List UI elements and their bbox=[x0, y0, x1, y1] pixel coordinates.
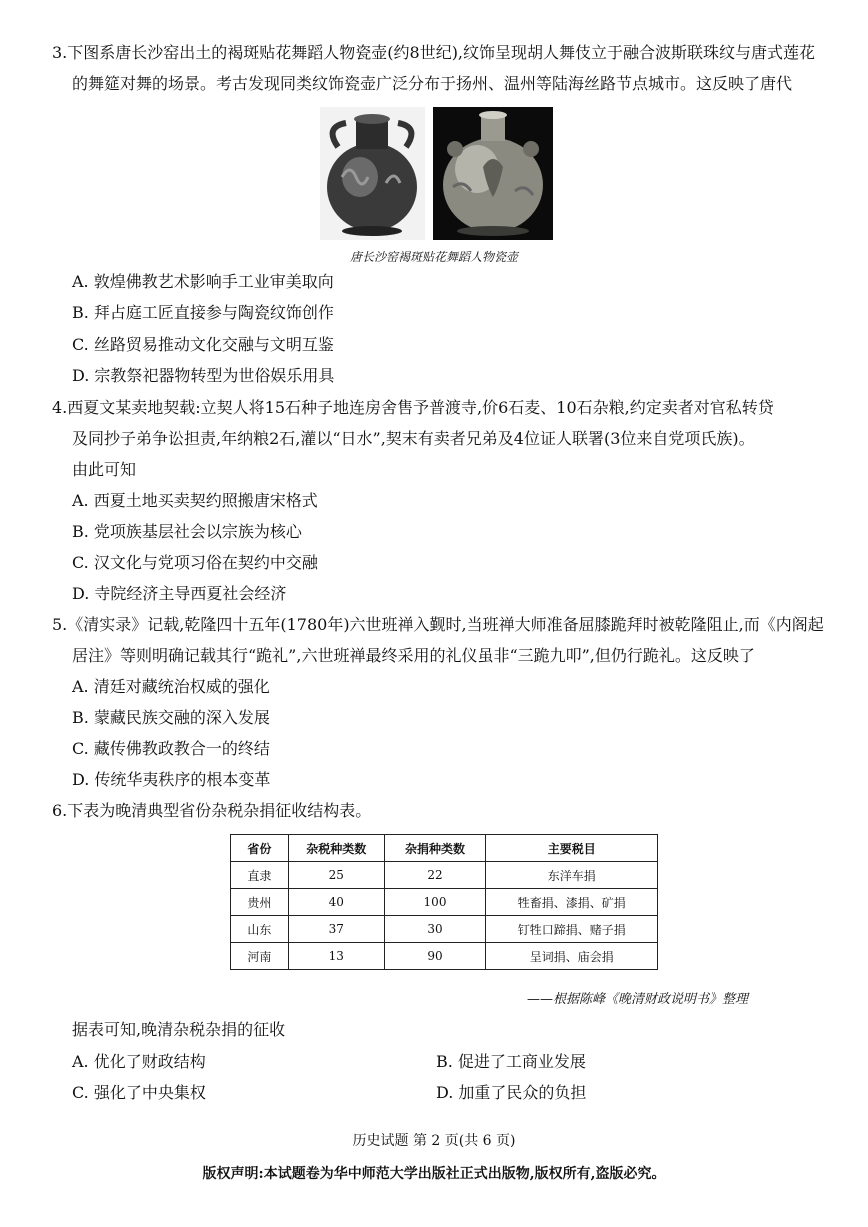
q3-option-a[interactable]: A. 敦煌佛教艺术影响手工业审美取向 bbox=[72, 272, 334, 291]
table-cell: 25 bbox=[288, 862, 384, 889]
q5-stem-line1: 5.《清实录》记载,乾隆四十五年(1780年)六世班禅入觐时,当班禅大师准备屈膝跪拜时被乾隆阻止,而《内阁起 bbox=[52, 615, 824, 634]
table-cell: 钉牲口蹄捐、赌子捐 bbox=[486, 916, 658, 943]
q3-stem-line1: 3.下图系唐长沙窑出土的褐斑贴花舞蹈人物瓷壶(约8世纪),纹饰呈现胡人舞伎立于融合波斯联珠纹与唐式莲花 bbox=[52, 43, 816, 62]
q3-stem-line2: 的舞筵对舞的场景。考古发现同类纹饰瓷壶广泛分布于扬州、温州等陆海丝路节点城市。这反映了唐代 bbox=[72, 74, 793, 93]
table-cell: 牲畜捐、漆捐、矿捐 bbox=[486, 889, 658, 916]
page-footer: 历史试题 第 2 页(共 6 页) bbox=[352, 1133, 516, 1149]
q4-stem-line1: 4.西夏文某卖地契载:立契人将15石种子地连房舍售予普渡寺,价6石麦、10石杂粮,约定卖者对官私转贷 bbox=[52, 398, 774, 417]
table-cell: 东洋车捐 bbox=[486, 862, 658, 889]
table-cell: 13 bbox=[288, 943, 384, 970]
table-cell: 22 bbox=[384, 862, 486, 889]
table-row bbox=[231, 943, 658, 970]
q4-stem-line3: 由此可知 bbox=[72, 460, 137, 479]
q4-option-c[interactable]: C. 汉文化与党项习俗在契约中交融 bbox=[72, 553, 318, 572]
q5-option-b[interactable]: B. 蒙藏民族交融的深入发展 bbox=[72, 708, 270, 727]
q5-option-c[interactable]: C. 藏传佛教政教合一的终结 bbox=[72, 739, 270, 758]
table-header: 杂税种类数 bbox=[288, 835, 384, 862]
table-header: 省份 bbox=[231, 835, 289, 862]
q3-option-c[interactable]: C. 丝路贸易推动文化交融与文明互鉴 bbox=[72, 335, 334, 354]
q6-option-a[interactable]: A. 优化了财政结构 bbox=[72, 1052, 206, 1071]
table-cell: 直隶 bbox=[231, 862, 289, 889]
table-row bbox=[231, 862, 658, 889]
vase-photo-right bbox=[433, 107, 553, 240]
table-cell: 贵州 bbox=[231, 889, 289, 916]
table-cell: 90 bbox=[384, 943, 486, 970]
tax-table bbox=[230, 834, 658, 970]
q6-option-c[interactable]: C. 强化了中央集权 bbox=[72, 1083, 206, 1102]
vase-photo-left bbox=[320, 107, 425, 240]
table-cell: 呈词捐、庙会捐 bbox=[486, 943, 658, 970]
q3-option-b[interactable]: B. 拜占庭工匠直接参与陶瓷纹饰创作 bbox=[72, 303, 334, 322]
table-cell: 山东 bbox=[231, 916, 289, 943]
q6-stem: 6.下表为晚清典型省份杂税杂捐征收结构表。 bbox=[52, 801, 372, 820]
table-cell: 30 bbox=[384, 916, 486, 943]
q5-option-d[interactable]: D. 传统华夷秩序的根本变革 bbox=[72, 770, 271, 789]
q6-option-d[interactable]: D. 加重了民众的负担 bbox=[436, 1083, 587, 1102]
table-cell: 河南 bbox=[231, 943, 289, 970]
table-header: 杂捐种类数 bbox=[384, 835, 486, 862]
copyright-notice: 版权声明:本试题卷为华中师范大学出版社正式出版物,版权所有,盗版必究。 bbox=[202, 1166, 666, 1182]
table-row bbox=[231, 916, 658, 943]
q5-stem-line2: 居注》等则明确记载其行“跪礼”,六世班禅最终采用的礼仪虽非“三跪九叩”,但仍行跪礼。这反映了 bbox=[72, 646, 755, 665]
q4-stem-line2: 及同抄子弟争讼担责,年纳粮2石,灌以“日水”,契末有卖者兄弟及4位证人联署(3位来自党项氏族)。 bbox=[72, 429, 755, 448]
q6-option-b[interactable]: B. 促进了工商业发展 bbox=[436, 1052, 586, 1071]
q5-option-a[interactable]: A. 清廷对藏统治权威的强化 bbox=[72, 677, 270, 696]
table-header-row bbox=[231, 835, 658, 862]
table-cell: 100 bbox=[384, 889, 486, 916]
q6-question: 据表可知,晚清杂税杂捐的征收 bbox=[72, 1020, 286, 1039]
table-header: 主要税目 bbox=[486, 835, 658, 862]
q4-option-d[interactable]: D. 寺院经济主导西夏社会经济 bbox=[72, 584, 287, 603]
table-source: ——根据陈峰《晚清财政说明书》整理 bbox=[527, 992, 749, 1007]
q3-option-d[interactable]: D. 宗教祭祀器物转型为世俗娱乐用具 bbox=[72, 366, 335, 385]
q4-option-a[interactable]: A. 西夏土地买卖契约照搬唐宋格式 bbox=[72, 491, 318, 510]
table-cell: 37 bbox=[288, 916, 384, 943]
figure-caption: 唐长沙窑褐斑贴花舞蹈人物瓷壶 bbox=[349, 250, 518, 264]
table-row bbox=[231, 889, 658, 916]
table-cell: 40 bbox=[288, 889, 384, 916]
q4-option-b[interactable]: B. 党项族基层社会以宗族为核心 bbox=[72, 522, 302, 541]
